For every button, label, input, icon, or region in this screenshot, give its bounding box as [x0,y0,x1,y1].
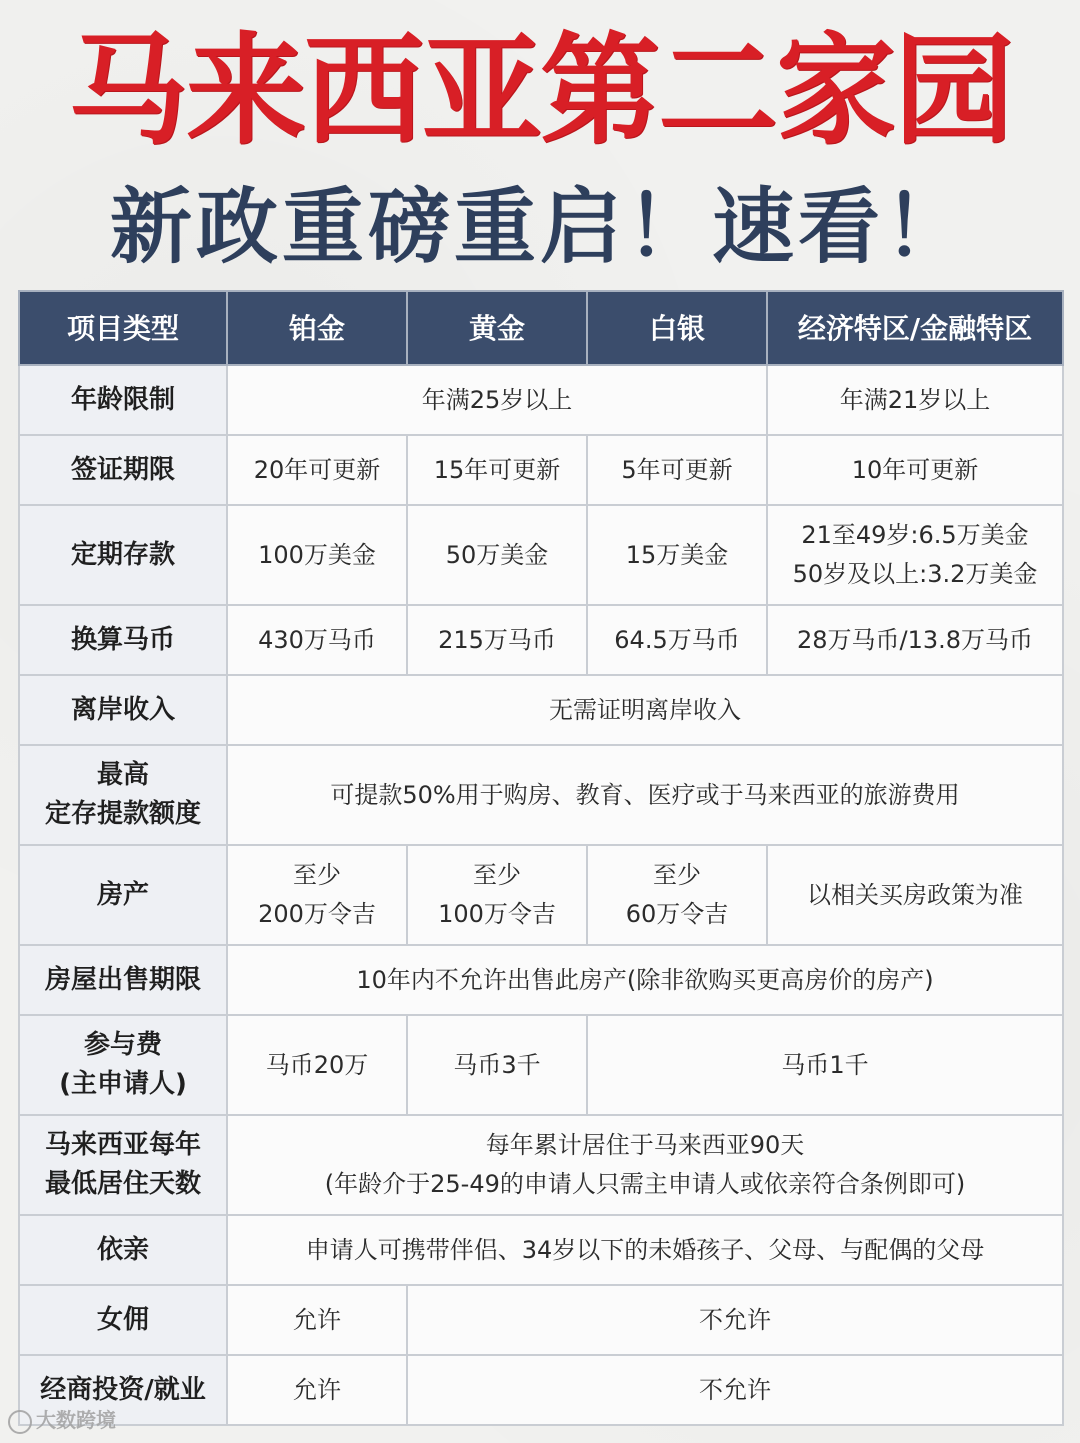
row-label [19,1015,227,1115]
fee-label-line2: (主申请人) [59,1069,187,1099]
cell-visa-platinum: 20年可更新 [227,435,407,505]
cell-deposit-gold: 50万美金 [407,505,587,605]
row-maid [19,1285,1063,1355]
cell-sale-period: 10年内不允许出售此房产(除非欲购买更高房价的房产) [227,945,1063,1015]
cell-property-silver [587,845,767,945]
cell-fee-silver-sez: 马币1千 [587,1015,1063,1115]
cell-ringgit-sez: 28万马币/13.8万马币 [767,605,1063,675]
cell-deposit-silver: 15万美金 [587,505,767,605]
row-label: 离岸收入 [19,675,227,745]
fee-label-line1: 参与费 [83,1030,162,1060]
row-dependents [19,1215,1063,1285]
row-label: 房屋出售期限 [19,945,227,1015]
row-label: 依亲 [19,1215,227,1285]
cell-age-main: 年满25岁以上 [227,365,767,435]
row-age [19,365,1063,435]
property-silver-line2: 60万令吉 [625,900,729,928]
cell-ringgit-gold: 215万马币 [407,605,587,675]
cell-visa-sez: 10年可更新 [767,435,1063,505]
row-sale-period [19,945,1063,1015]
cell-visa-gold: 15年可更新 [407,435,587,505]
header-platinum: 铂金 [227,291,407,365]
row-business [19,1355,1063,1425]
residence-label-line1: 马来西亚每年 [44,1130,201,1160]
watermark-text: 大数跨境 [36,1408,116,1432]
cell-withdraw: 可提款50%用于购房、教育、医疗或于马来西亚的旅游费用 [227,745,1063,845]
residence-line2: (年龄介于25-49的申请人只需主申请人或依亲符合条例即可) [324,1170,966,1198]
cell-business-others: 不允许 [407,1355,1063,1425]
row-offshore [19,675,1063,745]
deposit-sez-line1: 21至49岁:6.5万美金 [801,521,1029,549]
row-label: 经商投资/就业 [19,1355,227,1425]
table-header-row [19,291,1063,365]
row-property [19,845,1063,945]
row-label: 换算马币 [19,605,227,675]
row-label: 定期存款 [19,505,227,605]
cell-ringgit-silver: 64.5万马币 [587,605,767,675]
cell-business-platinum: 允许 [227,1355,407,1425]
cell-offshore: 无需证明离岸收入 [227,675,1063,745]
cell-property-platinum [227,845,407,945]
property-gold-line2: 100万令吉 [438,900,556,928]
row-deposit [19,505,1063,605]
cell-age-sez: 年满21岁以上 [767,365,1063,435]
cell-deposit-sez [767,505,1063,605]
cell-residence [227,1115,1063,1215]
row-label: 房产 [19,845,227,945]
cell-visa-silver: 5年可更新 [587,435,767,505]
header-sez: 经济特区/金融特区 [767,291,1063,365]
cell-property-sez: 以相关买房政策为准 [767,845,1063,945]
watermark-logo-icon [8,1410,32,1434]
cell-property-gold [407,845,587,945]
row-label: 年龄限制 [19,365,227,435]
property-gold-line1: 至少 [473,861,521,889]
row-label [19,745,227,845]
cell-dependents: 申请人可携带伴侣、34岁以下的未婚孩子、父母、与配偶的父母 [227,1215,1063,1285]
row-label [19,1115,227,1215]
page-subtitle: 新政重磅重启！速看！ [109,180,970,275]
comparison-table [18,290,1064,1426]
header-silver: 白银 [587,291,767,365]
cell-ringgit-platinum: 430万马币 [227,605,407,675]
residence-label-line2: 最低居住天数 [44,1169,201,1199]
row-visa [19,435,1063,505]
cell-fee-platinum: 马币20万 [227,1015,407,1115]
property-silver-line1: 至少 [653,861,701,889]
property-platinum-line1: 至少 [293,861,341,889]
page-title: 马来西亚第二家园 [68,22,1012,161]
deposit-sez-line2: 50岁及以上:3.2万美金 [792,560,1038,588]
cell-deposit-platinum: 100万美金 [227,505,407,605]
row-residence [19,1115,1063,1215]
cell-fee-gold: 马币3千 [407,1015,587,1115]
withdraw-label-line1: 最高 [96,760,149,790]
withdraw-label-line2: 定存提款额度 [44,799,201,829]
row-fee [19,1015,1063,1115]
header-gold: 黄金 [407,291,587,365]
residence-line1: 每年累计居住于马来西亚90天 [485,1131,805,1159]
row-ringgit [19,605,1063,675]
row-label: 女佣 [19,1285,227,1355]
row-label: 签证期限 [19,435,227,505]
property-platinum-line2: 200万令吉 [258,900,376,928]
watermark [8,1404,116,1434]
header-project-type: 项目类型 [19,291,227,365]
cell-maid-others: 不允许 [407,1285,1063,1355]
row-withdraw [19,745,1063,845]
cell-maid-platinum: 允许 [227,1285,407,1355]
